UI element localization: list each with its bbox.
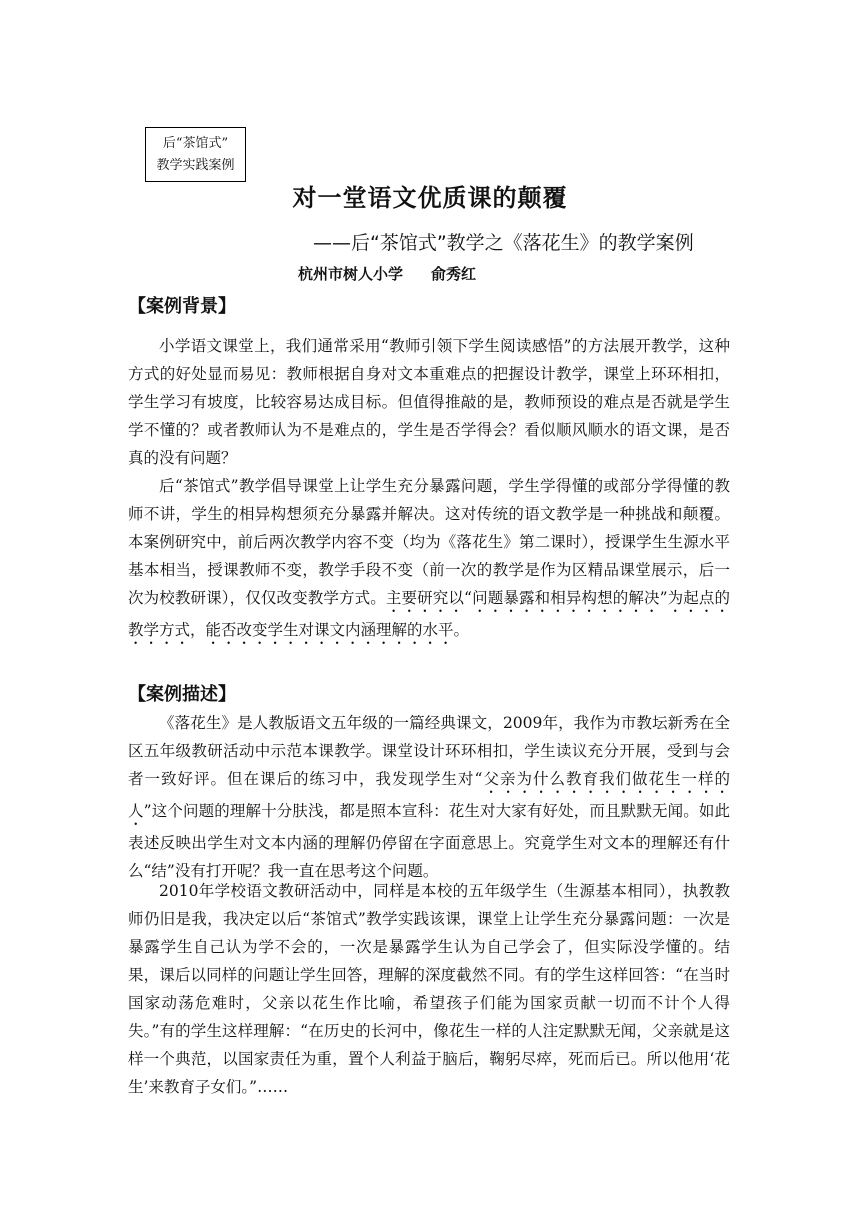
section-heading-background: 【案例背景】 (128, 296, 236, 317)
description-paragraph-1-text-a: 《落花生》是人教版语文五年级的一篇经典课文，2009年，我作为市教坛新秀在全区五年级教研活动中示范本课教学。课堂设计环环相扣，学生读议充分开展，受到与会者一致好评。但在课后的练习中，我发现学生对“ (128, 714, 730, 788)
background-paragraph-2-text: 后“茶馆式”教学倡导课堂上让学生充分暴露问题，学生学得懂的或部分学得懂的教师不讲，学生的相异构想须充分暴露并解决。这对传统的语文教学是一种挑战和颠覆。本案例研究中，前后两次教学内容不变（均为《落花生》第二课时），授课学生生源水平基本相当，授课教师不变，教学手段不变（前一次的教学是作为区精品课堂展示，后一次为校教研课），仅仅改变教学方式。 (128, 477, 730, 607)
case-tag-line1: 后“茶馆式” (162, 136, 229, 151)
author-school: 杭州市树人小学 (298, 265, 404, 283)
author-name: 俞秀红 (431, 265, 477, 283)
background-paragraph-2 (128, 472, 730, 648)
case-tag-box (145, 127, 246, 182)
document-subtitle: ——后“茶馆式”教学之《落花生》的教学案例 (313, 232, 694, 254)
section-heading-description: 【案例描述】 (128, 684, 236, 705)
background-paragraph-1: 小学语文课堂上，我们通常采用“教师引领下学生阅读感悟”的方法展开教学，这种方式的好处显而易见：教师根据自身对文本重难点的把握设计教学，课堂上环环相扣，学生学习有坡度，比较容易达成目标。但值得推敲的是，教师预设的难点是否就是学生学不懂的？或者教师认为不是难点的，学生是否学得会？看似顺风顺水的语文课，是否真的没有问题？ (128, 337, 730, 467)
author-line (298, 263, 476, 284)
background-paragraph-2-emphasis: 主要研究以“问题暴露和相异构想的解决”为起点的教学方式，能否改变学生对课文内涵理解的水平。 (128, 589, 730, 639)
description-paragraph-1-text-b: ”这个问题的理解十分肤浅，都是照本宣科：花生对大家有好处，而且默默无闻。如此表述反映出学生对文本内涵的理解仍停留在字面意思上。究竟学生对文本的理解还有什么“结”没有打开呢？我一直在思考这个问题。 (128, 802, 730, 880)
description-paragraph-1 (128, 709, 730, 885)
description-paragraph-1-emphasis: 父亲为什么教育我们做花生一样的人 (128, 770, 730, 820)
description-paragraph-2: 2010年学校语文教研活动中，同样是本校的五年级学生（生源基本相同），执教教师仍旧是我，我决定以后“茶馆式”教学实践该课，课堂上让学生充分暴露问题：一次是暴露学生自己认为学不会的，一次是暴露学生认为自己学会了，但实际没学懂的。结果，课后以同样的问题让学生回答，理解的深度截然不同。有的学生这样回答：“在当时国家动荡危难时，父亲以花生作比喻，希望孩子们能为国家贡献一切而不计个人得失。”有的学生这样理解：“在历史的长河中，像花生一样的人注定默默无闻，父亲就是这样一个典范，以国家责任为重，置个人利益于脑后，鞠躬尽瘁，死而后已。所以他用‘花生’来教育子女们。”…… (128, 882, 730, 1096)
case-tag-line2: 教学实践案例 (156, 158, 235, 173)
document-title: 对一堂语文优质课的颠覆 (292, 184, 568, 212)
